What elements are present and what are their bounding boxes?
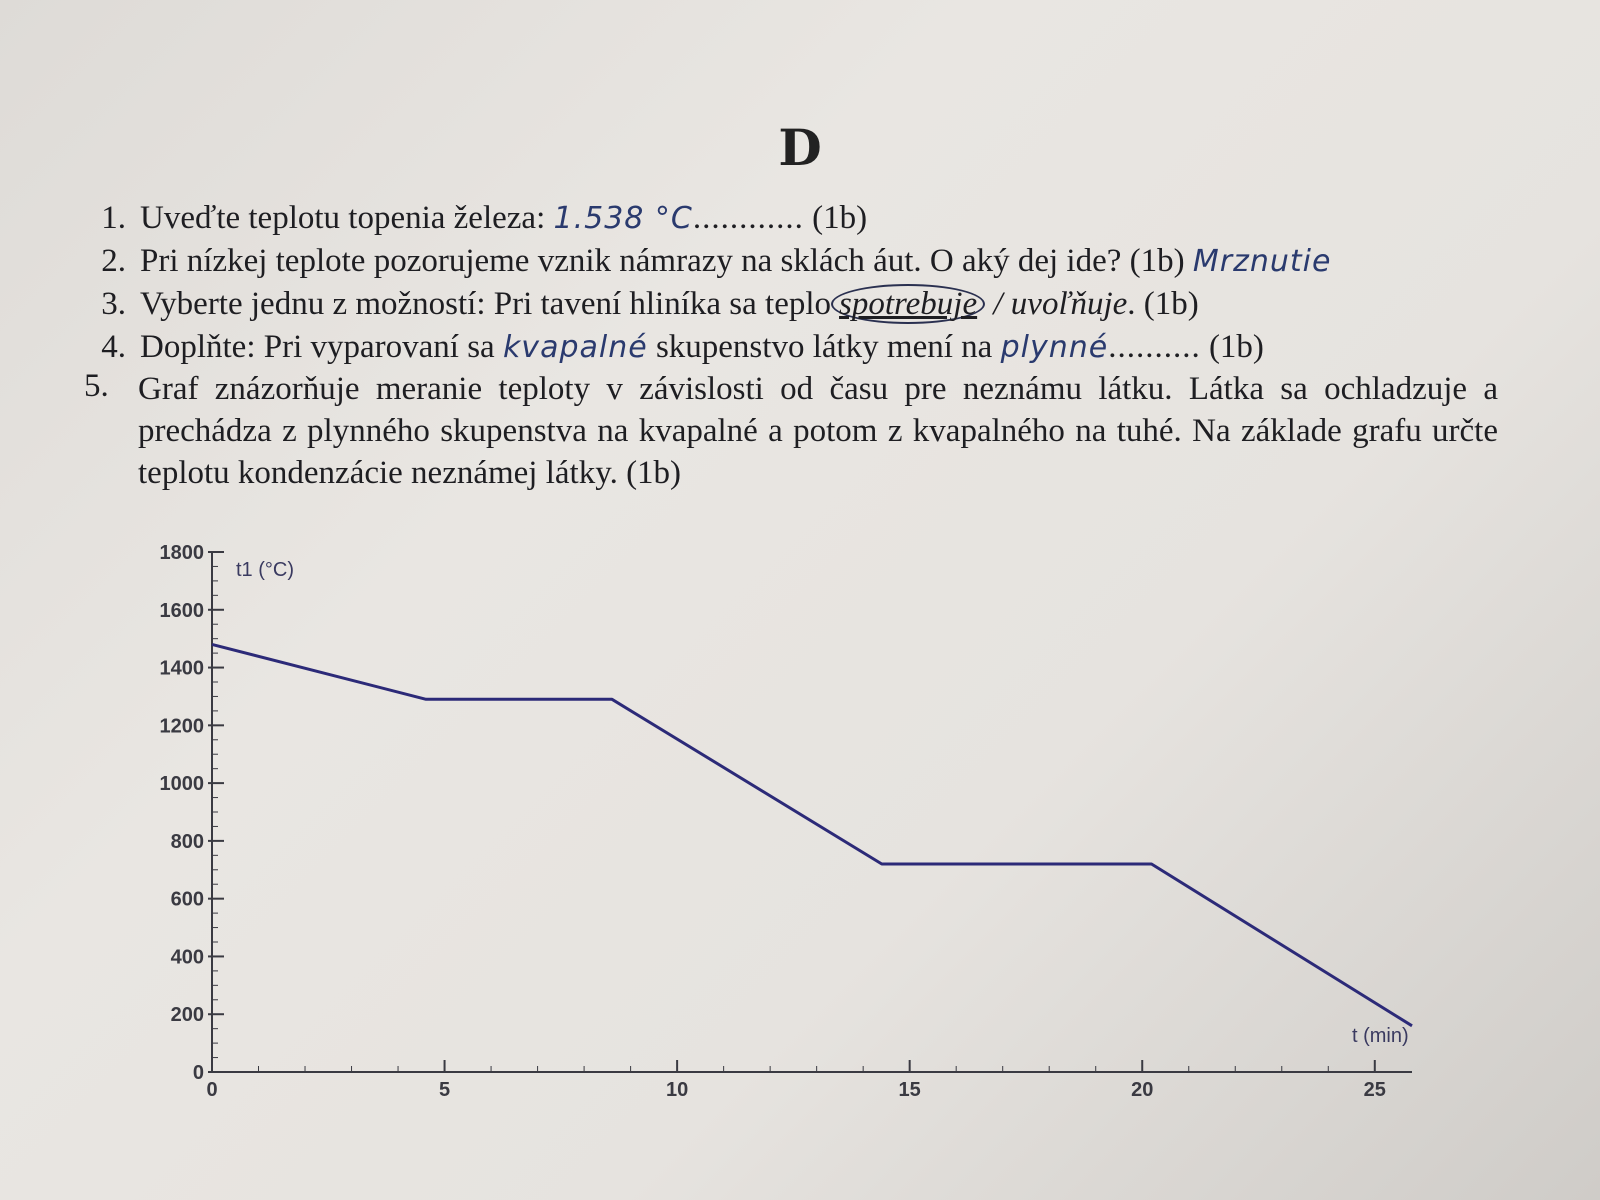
y-tick-label: 800	[170, 830, 204, 853]
y-axis-title: t1 (°C)	[236, 559, 294, 581]
question-number: 3.	[101, 286, 126, 322]
y-tick-label: 0	[192, 1062, 204, 1084]
handwritten-answer: Mrznutie	[1192, 244, 1332, 279]
y-tick-label: 1400	[159, 657, 204, 680]
question-number: 1.	[101, 200, 126, 236]
points-label: . (1b)	[1127, 286, 1199, 322]
y-tick-label: 200	[170, 1004, 204, 1027]
question-text: Vyberte jednu z možností: Pri tavení hliníka sa teplo	[140, 286, 832, 322]
question-text: Pri nízkej teplote pozorujeme vznik námrazy na sklách áut. O aký dej ide? (1b)	[140, 243, 1185, 279]
x-tick-label: 10	[665, 1079, 689, 1101]
question-5-text: Graf znázorňuje meranie teploty v závislosti od času pre neznámu látku. Látka sa ochladzuje a prechádza z plynného skupenstva na kvapalné a potom z kvapalného na tuhé. Na základe grafu určte teplotu kondenzácie neznámej látky. (1b)	[138, 371, 1498, 491]
x-tick-label: 0	[206, 1079, 218, 1101]
points-label: (1b)	[1208, 329, 1264, 365]
y-tick-label: 1600	[159, 599, 204, 622]
handwritten-answer: kvapalné	[502, 330, 648, 365]
cooling-curve-line	[212, 644, 1412, 1025]
option-b: uvoľňuje	[1010, 286, 1128, 322]
handwritten-answer: 1.538 °C	[553, 201, 693, 236]
question-text: skupenstvo látky mení na	[655, 329, 993, 365]
section-heading: D	[778, 118, 822, 177]
answer-dots: ............	[692, 200, 804, 236]
points-label: (1b)	[812, 200, 868, 236]
y-tick-label: 1800	[159, 542, 204, 564]
x-tick-label: 5	[438, 1079, 451, 1101]
y-tick-label: 400	[170, 946, 204, 969]
circled-option: spotrebuje	[831, 284, 985, 324]
question-number: 4.	[101, 329, 126, 365]
question-number: 5.	[84, 368, 109, 404]
x-tick-label: 25	[1363, 1079, 1386, 1101]
question-text: Doplňte: Pri vyparovaní sa	[140, 329, 495, 365]
handwritten-answer: plynné	[1000, 330, 1109, 365]
x-tick-label: 20	[1131, 1079, 1154, 1101]
y-tick-label: 1000	[159, 773, 204, 796]
option-separator: /	[993, 286, 1003, 322]
question-text: Uveďte teplotu topenia železa:	[140, 200, 546, 236]
x-tick-label: 15	[898, 1079, 921, 1101]
y-tick-label: 1200	[159, 715, 204, 738]
y-tick-label: 600	[170, 888, 204, 911]
answer-dots: ..........	[1108, 329, 1201, 365]
question-number: 2.	[101, 243, 126, 279]
x-axis-title: t (min)	[1352, 1025, 1409, 1047]
